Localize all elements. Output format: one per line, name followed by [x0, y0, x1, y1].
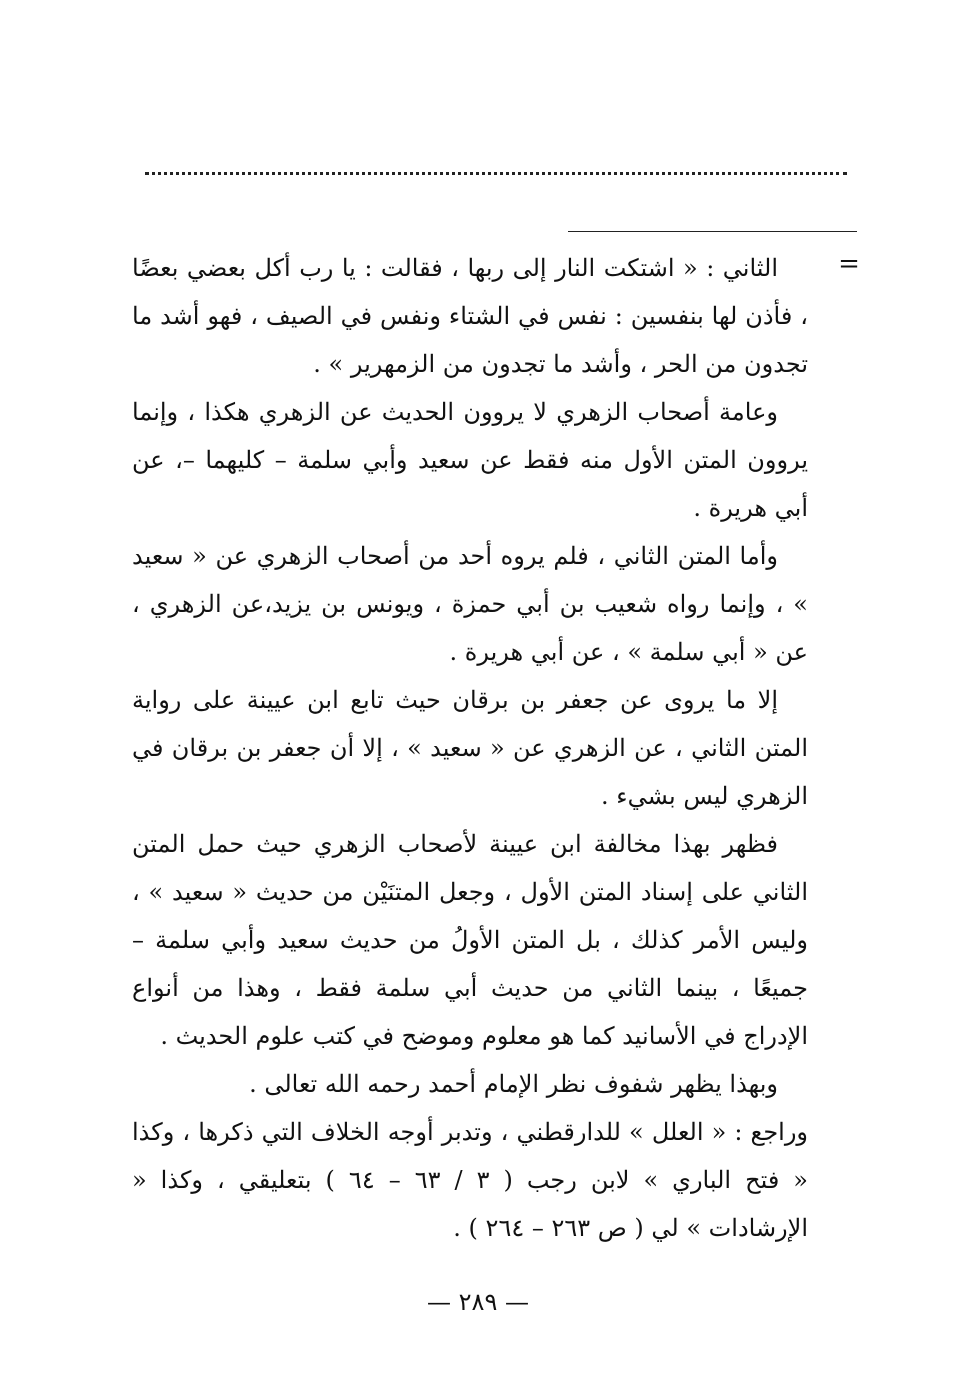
- page-number: — ٢٨٩ —: [427, 1288, 529, 1316]
- footnote-paragraph-7: وراجع : « العلل » للدارقطني ، وتدبر أوجه الخلاف التي ذكرها ، وكذا « فتح الباري » لابن رجب ( ٣ / ٦٣ – ٦٤ ) بتعليقي ، وكذا « الإرشادات » لي ( ص ٢٦٣ – ٢٦٤ ) .: [132, 1118, 808, 1242]
- footnote-rule: [568, 231, 857, 232]
- footnote-paragraph-6: وبهذا يظهر شفوف نظر الإمام أحمد رحمه الله تعالى .: [249, 1070, 778, 1098]
- footnote-paragraph-5: فظهر بهذا مخالفة ابن عيينة لأصحاب الزهري حيث حمل المتن الثاني على إسناد المتن الأول ، وجعل المتنَيْن من حديث « سعيد » ، وليس الأمر كذلك ، بل المتن الأولُ من حديث سعيد وأبي سلمة – جميعًا ، بينما الثاني من حديث أبي سلمة فقط ، وهذا من أنواع الإدراج في الأسانيد كما هو معلوم وموضح في كتب علوم الحديث .: [132, 830, 809, 1050]
- footnote-paragraph-2: وعامة أصحاب الزهري لا يروون الحديث عن الزهري هكذا ، وإنما يروون المتن الأول منه فقط عن سعيد وأبي سلمة – كليهما –، عن أبي هريرة .: [132, 398, 808, 522]
- footnote-paragraph-4: إلا ما يروى عن جعفر بن برقان حيث تابع ابن عيينة على رواية المتن الثاني ، عن الزهري عن « سعيد » ، إلا أن جعفر بن برقان في الزهري ليس بشيء .: [132, 686, 808, 810]
- footnote-body: [132, 244, 808, 1252]
- footnote-paragraph-1: الثاني : « اشتكت النار إلى ربها ، فقالت : يا رب أكل بعضي بعضًا ، فأذن لها بنفسين : نفس في الشتاء ونفس في الصيف ، فهو أشد ما تجدون من الحر ، وأشد ما تجدون من الزمهرير » .: [132, 254, 808, 378]
- footnote-continuation-mark: =: [838, 249, 860, 279]
- footnote-paragraph-3: وأما المتن الثاني ، فلم يروه أحد من أصحاب الزهري عن « سعيد » ، وإنما رواه شعيب بن أبي حمزة ، ويونس بن يزيد،عن الزهري ، عن « أبي سلمة » ، عن أبي هريرة .: [132, 542, 808, 666]
- dotted-separator: [145, 172, 847, 175]
